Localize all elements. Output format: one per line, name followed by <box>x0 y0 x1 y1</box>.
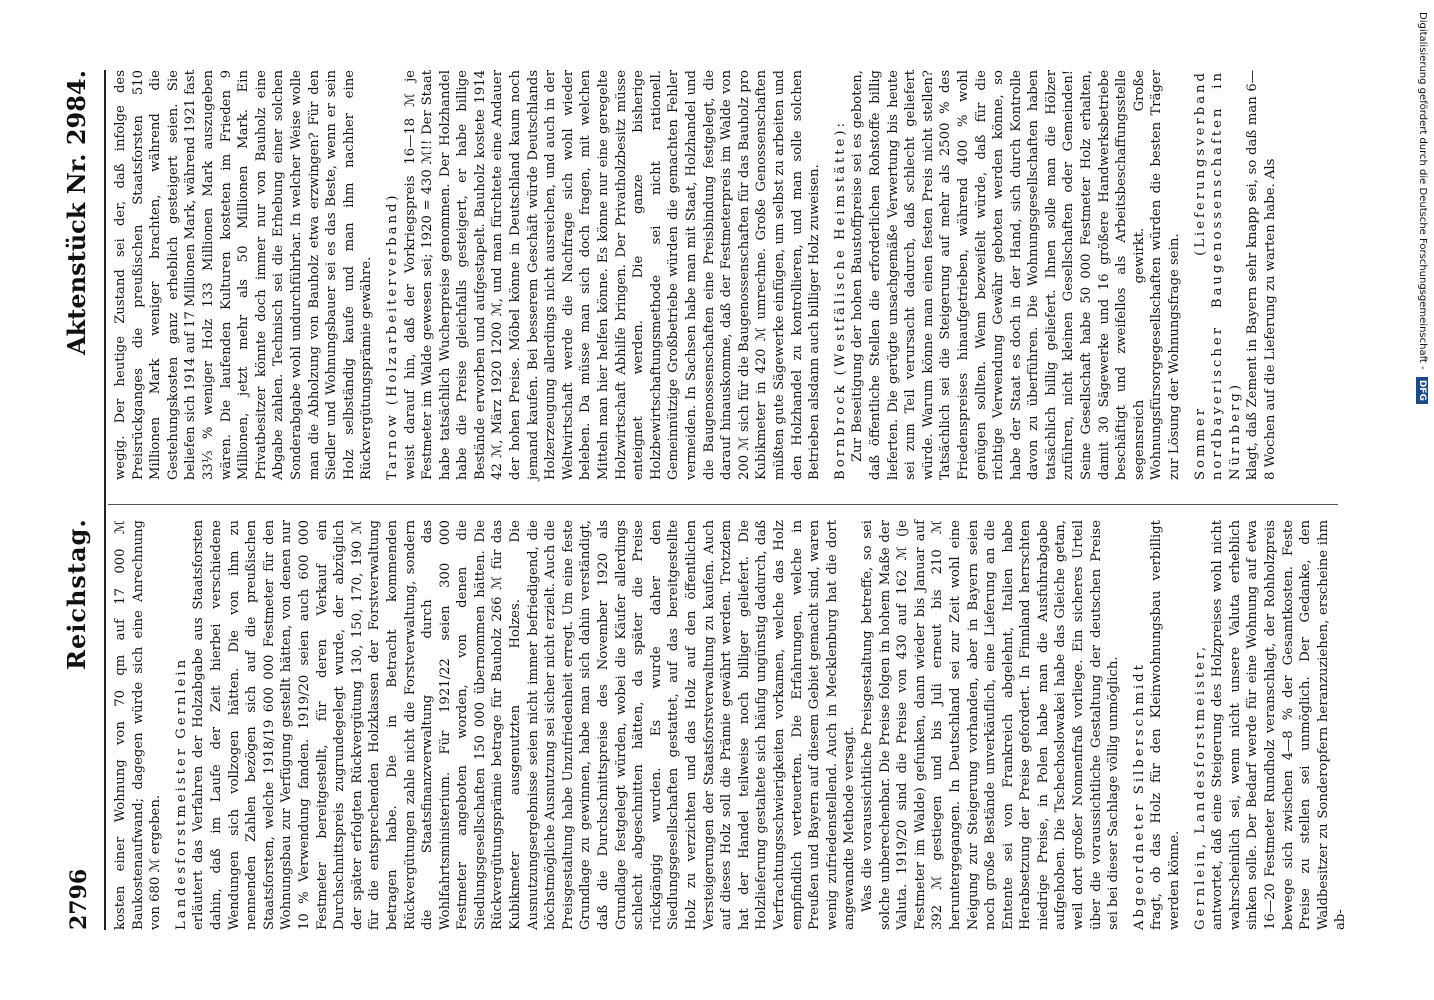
digitization-credit: Digitalisierung gefördert durch die Deutsche Forschungsgemeinschaft - <box>1417 12 1428 370</box>
paragraph-gap <box>824 70 832 480</box>
body-paragraph: Zur Beseitigung der hohen Baustoffpreise sei es geboten, daß öffentliche Stellen die erforderlichen Rohstoffe billig lieferten. Die gerügte unsachgemäße Verwertung bis heute sei zum Teil verursacht dadurch, daß schlecht geliefert würde. Warum könne man einen festen Preis nicht stellen? Tatsächlich sei die Steigerung auf mehr als 2500 % des Friedenspreises hinaufgetrieben, während 400 % wohl genügen sollten. Wenn bezweifelt würde, daß für die richtige Verwendung Gewähr geboten werden könne, so habe der Staat es doch in der Hand, sich durch Kontrolle davon zu überführen. Die Wohnungsgesellschaften haben tatsächlich billig geliefert. Ihnen solle man die Hölzer zuführen, nicht kleinen Gesellschaften oder Gemeinden! Seine Gesellschaft habe 50 000 Festmeter Holz erhalten, damit 30 Sägewerke und 16 größere Handwerksbetriebe beschäftigt und zweifellos als Arbeitsbeschaffungsstelle segensreich gewirkt. Große Wohnungsfürsorgegesellschaften würden die besten Träger zur Lösung der Wohnungsfrage sein. <box>850 70 1183 480</box>
paragraph-gap <box>1184 520 1192 930</box>
page-number: 2796 <box>66 868 92 930</box>
speaker-statement: erläutert das Verfahren der Holzabgabe aus Staatsforsten dahin, daß im Laufe der Zeit hierbei verschiedene Wendungen sich vollzogen hätten. Die von ihm zu nennenden Zahlen bezögen sich auf die preußischen Staatsforsten, welche 1918/19 600 000 Festmeter für den Wohnungsbau zur Verfügung gestellt hätten, von denen nur 10 % Verwendung fanden. 1919/20 seien auch 600 000 Festmeter bereitgestellt, für deren Verkauf ein Durchschnittspreis zugrundegelegt wurde, der abzüglich der später erfolgten Rückvergütung 130, 150, 170, 190 ℳ für die entsprechenden Holzklassen der Forstverwaltung betragen habe. Die in Betracht kommenden Rückvergütungen zahle nicht die Forstverwaltung, sondern die Staatsfinanzverwaltung durch das Wohlfahrtsministerium. Für 1921/22 seien 300 000 Festmeter angeboten worden, von denen die Siedlungsgesellschaften 150 000 übernommen hätten. Die Rückvergütungsprämie betrage für Bauholz 266 ℳ für das Kubikmeter ausgenutzten Holzes. Die Ausnutzungsergebnisse seien nicht immer befriedigend, die höchstmögliche Ausnutzung sei sicher nicht erzielt. Auch die Preisgestaltung habe Unzufriedenheit erregt. Um eine feste Grundlage zu gewinnen, habe man sich dahin verständigt, daß die Durchschnittspreise des November 1920 als Grundlage festgelegt würden, wobei die Käufer allerdings schlecht abgeschnitten hätten, da später die Preise rückgängig wurden. Es wurde daher den Siedlungsgesellschaften gestattet, auf das bereitgestellte Holz zu verzichten und das Holz auf den öffentlichen Versteigerungen der Staatsforstverwaltung zu kaufen. Auch auf dieses Holz soll die Prämie gewährt werden. Trotzdem hat der Handel teilweise noch billiger geliefert. Die Holzlieferung gestaltete sich häufig ungünstig dadurch, daß Verfrachtungsschwierigkeiten vorkamen, welche das Holz empfindlich verteuerten. Die Erfahrungen, welche in Preußen und Bayern auf diesem Gebiet gemacht sind, waren wenig zufriedenstellend. Auch in Mecklenburg hat die dort angewandte Methode versagt. <box>191 520 858 930</box>
speaker-name: Bornbrock (Westfälische Heimstätte): <box>832 120 848 480</box>
speaker-statement: fragt, ob das Holz für den Kleinwohnungsbau verbilligt werden könne. <box>1149 520 1183 930</box>
page-header <box>58 70 98 930</box>
body-paragraph: wegig. Der heutige Zustand sei der, daß infolge des Preisrückganges die preußischen Staatsforsten 510 Millionen Mark weniger brachten, während die Gestehungskosten ganz erheblich gesteigert seien. Sie beliefen sich 1914 auf 17 Millionen Mark, während 1921 fast 33⅓ % weniger Holz 133 Millionen Mark auszugeben wären. Die laufenden Kulturen kosteten im Frieden 9 Millionen, jetzt mehr als 50 Millionen Mark. Ein Privatbesitzer könnte doch immer nur von Bauholz eine Abgabe zahlen. Technisch sei die Erhebung einer solchen Sonderabgabe wohl undurchführbar. In welcher Weise wolle man die Abholzung von Bauholz etwa erzwingen? Für den Siedler und Wohnungsbauer sei es das Beste, wenn er sein Holz selbständig kaufe und man ihm nachher eine Rückvergütungsprämie gewähre. <box>113 70 375 480</box>
body-paragraph: kosten einer Wohnung von 70 qm auf 17 000 ℳ Baukostenaufwand; dagegen würde sich eine Anrechnung von 680 ℳ ergeben. <box>113 520 164 930</box>
paragraph-gap <box>1123 520 1131 930</box>
speaker-name: Tarnow (Holzarbeiterverband) <box>384 192 400 480</box>
speaker-statement: antwortet, daß eine Steigerung des Holzpreises wohl nicht wahrscheinlich sei, wenn nicht unsere Valuta erheblich sinken solle. Der Bedarf werde für eine Wohnung auf etwa 16—20 Festmeter Rundholz veranschlagt, der Rohholzpreis bewege sich zwischen 4—8 % der Gesamtkosten. Feste Preise zu stellen sei unmöglich. Der Gedanke, den Waldbesitzer zu Sonderopfern heranzuziehen, erscheine ihm ab- <box>1210 520 1349 930</box>
speaker-statement: klagt, daß Zement in Bayern sehr knapp sei, so daß man 6—8 Wochen auf die Lieferung zu warten habe. Als <box>1245 70 1278 480</box>
paragraph-gap <box>376 70 384 480</box>
column-divider <box>108 504 1338 505</box>
paragraph-gap <box>165 520 173 930</box>
header-title: Reichstag. <box>62 518 91 670</box>
header-rule <box>104 70 106 930</box>
document-reference: Aktenstück Nr. 2984. <box>62 70 91 355</box>
right-column <box>112 70 1280 480</box>
speaker-name: Landesforstmeister Gernlein <box>173 656 189 930</box>
speaker-name: Sommer (Lieferungsverband nordbayerischer Baugenossenschaften in Nürnberg) <box>1192 70 1243 480</box>
digitization-note <box>1414 12 1430 988</box>
paragraph-gap <box>1184 70 1192 480</box>
speaker-name: Abgeordneter Silberschmidt <box>1131 662 1147 930</box>
left-column <box>112 520 1350 930</box>
speaker-name: Gernlein, Landesforstmeister, <box>1192 643 1208 930</box>
dfg-logo: DFG <box>1416 377 1428 404</box>
speaker-statement: weist darauf hin, daß der Vorkriegspreis 16—18 ℳ je Festmeter im Walde gewesen sei; 1920 = 430 ℳ!! Der Staat habe tatsächlich Wucherpreise genommen. Der Holzhandel habe die Preise gleichfalls gesteigert, er habe billige Bestände erworben und aufgestapelt. Bauholz kostete 1914 42 ℳ, März 1920 1200 ℳ, und man fürchtete eine Andauer der hohen Preise. Möbel könne in Deutschland kaum noch jemand kaufen. Bei besserem Geschäft würde Deutschlands Holzerzeugung allerdings nicht ausreichen, und auch in der Weltwirtschaft werde die Nachfrage sich wohl wieder beleben. Da müsse man sich doch fragen, mit welchen Mitteln man hier helfen könne. Es könne nur eine geregelte Holzwirtschaft Abhilfe bringen. Der Privatholzbesitz müsse enteignet werden. Die ganze bisherige Holzbewirtschaftungsmethode sei nicht rationell. Gemeinnützige Großbetriebe würden die gemachten Fehler vermeiden. In Sachsen habe man mit Staat, Holzhandel und die Baugenossenschaften eine Preisbindung festgelegt, die darauf hinauskomme, daß der Festmeterpreis im Walde von 200 ℳ sich für die Baugenossenschaften für das Bauholz pro Kubikmeter in 420 ℳ umrechne. Große Genossenschaften müßten gute Sägewerke einfügen, um selbst zu arbeiten und den Holzhandel zu kontrollieren, und man solle solchen Betrieben alsdann auch billiger Holz zuweisen. <box>402 70 823 480</box>
body-paragraph: Was die voraussichtliche Preisgestaltung betreffe, so sei solche unberechenbar. Die Preise folgen in hohem Maße der Valuta. 1919/20 sind die Preise von 430 auf 162 ℳ (je Festmeter im Walde) gefunken, dann wieder bis Januar auf 392 ℳ gestiegen und bis Juli erneut bis 210 ℳ heruntergegangen. In Deutschland sei zur Zeit wohl eine Neigung zur Steigerung vorhanden, aber in Bayern seien noch große Bestände unverkäuflich, eine Lieferung an die Entente sei von Frankreich abgelehnt, Italien habe Herabsetzung der Preise gefordert. In Finnland herrschten niedrige Preise, in Polen habe man die Ausfuhrabgabe aufgehoben. Die Tschechoslowakei habe das Gleiche getan, weil dort großer Nonnenfraß vorliege. Ein sicheres Urteil über die voraussichtliche Gestaltung der deutschen Preise sei bei dieser Sachlage völlig unmöglich. <box>859 520 1122 930</box>
